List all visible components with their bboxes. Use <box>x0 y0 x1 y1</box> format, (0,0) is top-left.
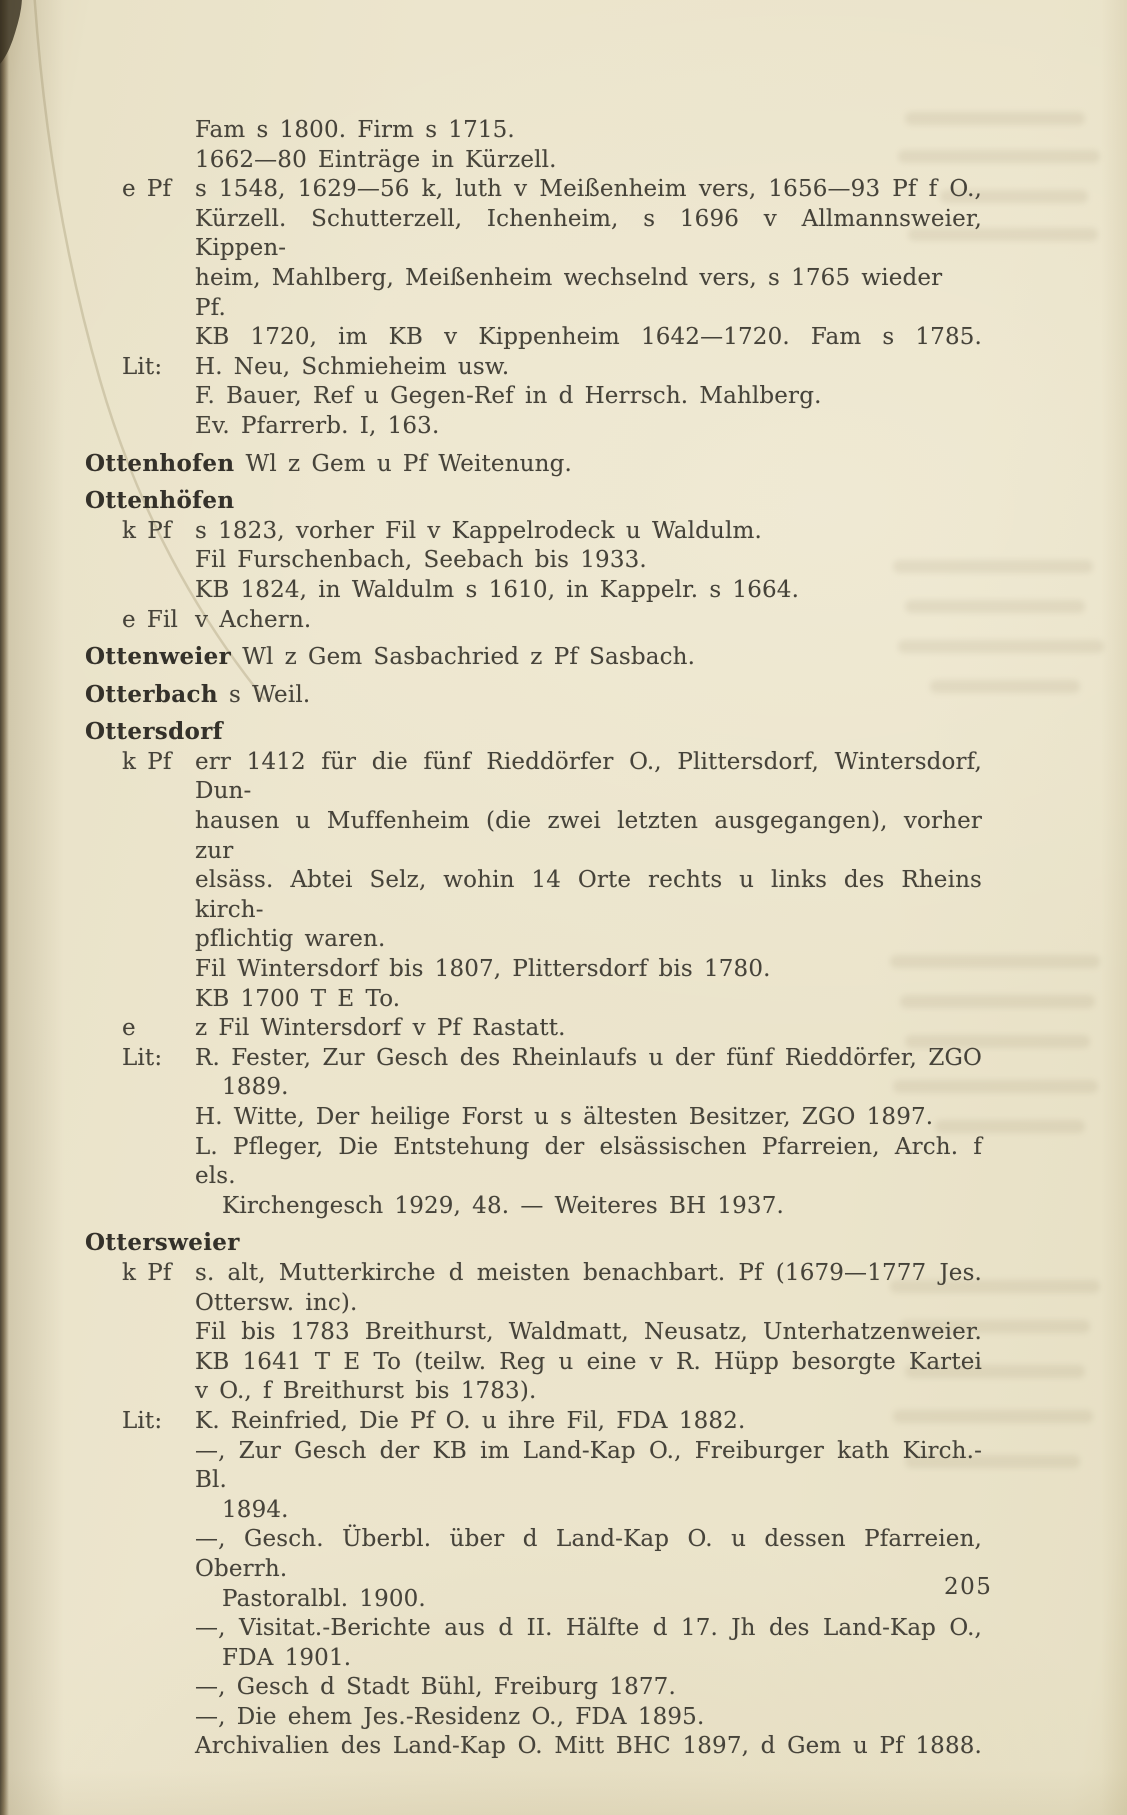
text-line: 1889. <box>222 1074 289 1101</box>
entry-row <box>122 748 982 1014</box>
text-line: Fam s 1800. Firm s 1715. <box>195 117 515 143</box>
entry-row <box>195 116 982 175</box>
text-line: H. Neu, Schmieheim usw. <box>195 353 510 380</box>
text-line: Kirchengesch 1929, 48. — Weiteres BH 1937. <box>222 1192 784 1219</box>
entry-ottersweier <box>85 1228 982 1762</box>
text-line: KB 1720, im KB v Kippenheim 1642—1720. Fam s 1785. <box>195 324 982 351</box>
text-line: Fil Wintersdorf bis 1807, Plittersdorf bis 1780. <box>195 956 771 983</box>
entry-headword: Otterbach <box>85 680 218 708</box>
entry-headline <box>85 486 982 517</box>
row-lines <box>195 517 982 606</box>
entry-otterbach <box>85 680 982 711</box>
text-line: s 1823, vorher Fil v Kappelrodeck u Waldulm. <box>195 517 762 544</box>
row-lines <box>195 353 982 442</box>
text-line: s. alt, Mutterkirche d meisten benachbart. Pf (1679—1777 Jes. <box>195 1259 982 1286</box>
row-lines <box>195 606 982 636</box>
page-text-block <box>85 116 982 1769</box>
text-line: —, Zur Gesch der KB im Land-Kap O., Freiburger kath Kirch.-Bl. <box>195 1437 982 1494</box>
text-line: KB 1824, in Waldulm s 1610, in Kappelr. s 1664. <box>195 576 800 603</box>
row-lines <box>195 175 982 353</box>
text-line: Fil bis 1783 Breithurst, Waldmatt, Neusatz, Unterhatzenweier. <box>195 1319 982 1346</box>
page-right-edge-shade <box>1101 0 1127 1815</box>
text-line: Fil Furschenbach, Seebach bis 1933. <box>195 547 647 574</box>
row-lines <box>195 1407 982 1762</box>
text-line: FDA 1901. <box>222 1644 352 1671</box>
entry-headword: Ottenhöfen <box>85 487 235 515</box>
text-line: —, Die ehem Jes.-Residenz O., FDA 1895. <box>195 1703 705 1730</box>
text-line: H. Witte, Der heilige Forst u s ältesten Besitzer, ZGO 1897. <box>195 1104 934 1130</box>
page-left-edge <box>0 0 9 1815</box>
entry-headline <box>85 1228 982 1259</box>
text-line: s 1548, 1629—56 k, luth v Meißenheim vers, 1656—93 Pf f O., <box>195 176 982 203</box>
margin-label: k Pf <box>122 1259 172 1286</box>
entry-headword: Ottersweier <box>85 1229 240 1257</box>
text-line: Ev. Pfarrerb. I, 163. <box>195 412 440 439</box>
margin-label: k Pf <box>122 517 172 544</box>
text-line: err 1412 für die fünf Rieddörfer O., Plittersdorf, Wintersdorf, Dun- <box>195 748 982 805</box>
text-line: F. Bauer, Ref u Gegen-Ref in d Herrsch. Mahlberg. <box>195 383 822 410</box>
entry-headline <box>85 717 982 748</box>
page-gutter-shadow <box>0 0 64 1815</box>
text-line: 1894. <box>222 1496 289 1523</box>
margin-label: e <box>122 1015 136 1042</box>
entry-row <box>122 175 982 353</box>
text-line: —, Gesch d Stadt Bühl, Freiburg 1877. <box>195 1674 676 1701</box>
entry-row <box>122 1044 982 1222</box>
entry-headline <box>85 642 982 673</box>
text-line: Archivalien des Land-Kap O. Mitt BHC 1897, d Gem u Pf 1888. <box>195 1733 982 1760</box>
text-line: z Fil Wintersdorf v Pf Rastatt. <box>195 1015 566 1042</box>
text-line: K. Reinfried, Die Pf O. u ihre Fil, FDA 1882. <box>195 1407 746 1434</box>
entry-ottenhofen <box>85 449 982 480</box>
row-lines <box>195 748 982 1014</box>
text-line: v Achern. <box>195 606 312 633</box>
text-line: KB 1641 T E To (teilw. Reg u eine v R. Hüpp besorgte Kartei <box>195 1348 982 1375</box>
row-lines <box>195 1044 982 1222</box>
entry-headline <box>85 680 982 711</box>
entry-headword: Ottenweier <box>85 643 232 671</box>
entry-row <box>122 517 982 606</box>
entry-headword: Ottenhofen <box>85 449 235 477</box>
text-line: Pastoralbl. 1900. <box>222 1585 426 1612</box>
entry-headline <box>85 449 982 480</box>
entry-row <box>122 353 982 442</box>
page-bottom-edge-shade <box>0 1769 1127 1815</box>
text-line: v O., f Breithurst bis 1783). <box>195 1378 537 1405</box>
text-line: L. Pfleger, Die Entstehung der elsässischen Pfarreien, Arch. f els. <box>195 1133 982 1190</box>
entry-inline-text: s Weil. <box>217 681 311 708</box>
text-line: elsäss. Abtei Selz, wohin 14 Orte rechts u links des Rheins kirch- <box>195 867 982 923</box>
entry-row <box>122 1259 982 1407</box>
text-line: —, Visitat.-Berichte aus d II. Hälfte d 17. Jh des Land-Kap O., <box>195 1615 982 1642</box>
margin-label: Lit: <box>122 1407 163 1434</box>
text-line: 1662—80 Einträge in Kürzell. <box>195 146 557 173</box>
margin-label: k Pf <box>122 748 172 775</box>
margin-label: Lit: <box>122 1044 163 1071</box>
entry-inline-text: Wl z Gem u Pf Weitenung. <box>234 450 572 477</box>
row-lines <box>195 1014 982 1044</box>
entry-row <box>122 1014 982 1044</box>
entry-ottenweier <box>85 642 982 673</box>
page-number: 205 <box>944 1574 993 1600</box>
entry-row <box>122 606 982 636</box>
text-line: —, Gesch. Überbl. über d Land-Kap O. u dessen Pfarreien, Oberrh. <box>195 1526 982 1582</box>
entry-ottenhöfen <box>85 486 982 635</box>
text-line: pflichtig waren. <box>195 926 386 953</box>
text-line: Ottersw. inc). <box>195 1289 358 1316</box>
entry-row <box>122 1407 982 1762</box>
text-line: Kürzell. Schutterzell, Ichenheim, s 1696 v Allmannsweier, Kippen- <box>195 205 982 262</box>
entry-headword: Ottersdorf <box>85 718 223 746</box>
margin-label: e Fil <box>122 606 179 633</box>
text-line: KB 1700 T E To. <box>195 985 401 1012</box>
margin-label: e Pf <box>122 176 172 203</box>
margin-label: Lit: <box>122 353 163 380</box>
entry-inline-text: Wl z Gem Sasbachried z Pf Sasbach. <box>231 644 696 671</box>
entry-continuation <box>85 116 982 442</box>
entry-ottersdorf <box>85 717 982 1221</box>
row-lines <box>195 1259 982 1407</box>
text-line: heim, Mahlberg, Meißenheim wechselnd vers, s 1765 wieder Pf. <box>195 264 943 321</box>
text-line: R. Fester, Zur Gesch des Rheinlaufs u der fünf Rieddörfer, ZGO <box>195 1044 982 1071</box>
row-lines <box>195 116 982 175</box>
text-line: hausen u Muffenheim (die zwei letzten ausgegangen), vorher zur <box>195 808 982 864</box>
